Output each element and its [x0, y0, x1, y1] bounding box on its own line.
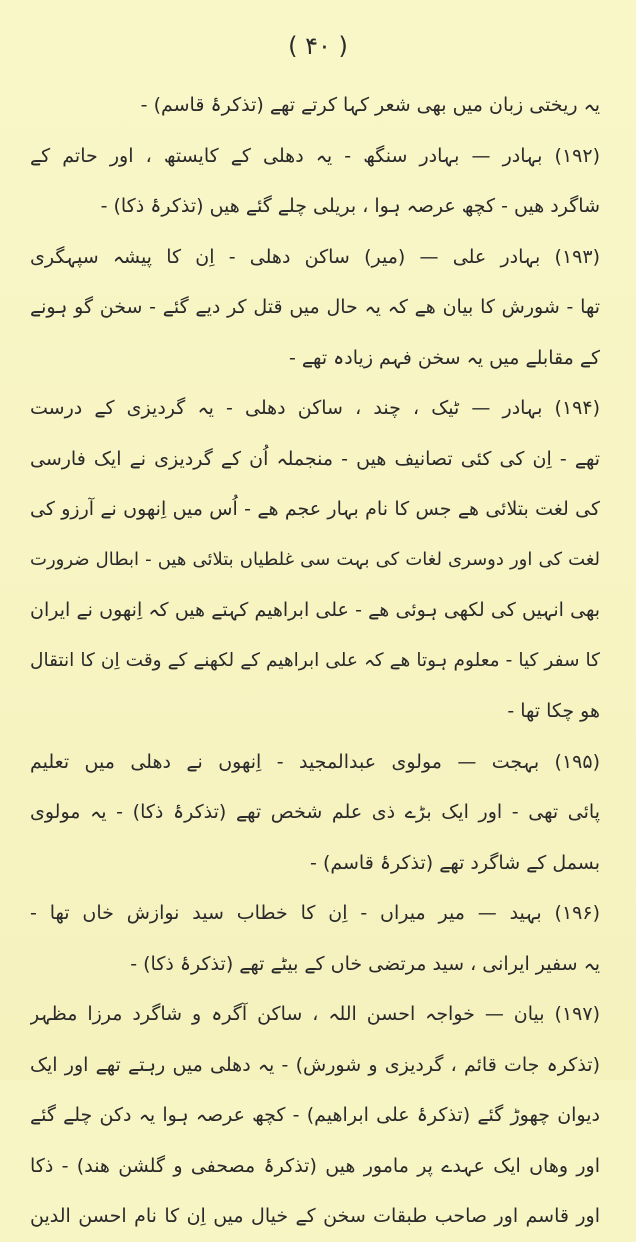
text-line: (۱۹۷) بیان — خواجہ احسن اللہ ، ساکن آگرہ و شاگرد مرزا مظہر — [30, 1003, 600, 1025]
text-line: بھی انہیں کی لکھی ہوئی ھے - علی ابراھیم کہتے ھیں کہ اِنھوں نے ایران — [30, 599, 600, 621]
text-line: یہ ریختی زبان میں بھی شعر کہا کرتے تھے (تذکرۂ قاسم) - — [140, 94, 600, 116]
text-line: اور وھاں ایک عہدے پر مامور ھیں (تذکرۂ مصحفی و گلشن ھند) - ذکا — [30, 1154, 600, 1177]
text-line: شاگرد ھیں - کچھ عرصہ ہوا ، بریلی چلے گئے ھیں (تذکرۂ ذکا) - — [100, 195, 600, 217]
text-line: (۱۹۲) بہادر — بہادر سنگھ - یہ دھلی کے کایستھ ، اور حاتم کے — [30, 144, 600, 167]
text-line: کی لغت بتلائی ھے جس کا نام بہار عجم ھے - اُس میں اِنھوں نے آرزو کی — [30, 498, 600, 520]
text-line: (۱۹۳) بہادر علی — (میر) ساکن دھلی - اِن کا پیشہ سپہگری — [30, 245, 600, 268]
text-line: کے مقابلے میں یہ سخن فہم زیادہ تھے - — [289, 346, 600, 369]
text-line: (۱۹۴) بہادر — ٹیک ، چند ، ساکن دھلی - یہ گردیزی کے درست — [30, 397, 600, 419]
text-line: پائی تھی - اور ایک بڑے ذی علم شخص تھے (تذکرۂ ذکا) - یہ مولوی — [30, 801, 600, 823]
page-number-text: ( ۴۰ ) — [288, 32, 348, 60]
text-line: ھو چکا تھا - — [507, 700, 600, 722]
text-line: کا سفر کیا - معلوم ہوتا ھے کہ علی ابراھیم کے لکھنے کے وقت اِن کا انتقال — [30, 649, 600, 671]
text-line: (۱۹۶) بہید — میر میراں - اِن کا خطاب سید نوازش خاں تھا - — [30, 902, 600, 924]
text-line: تھے - اِن کی کئی تصانیف ھیں - منجملہ اُن کے گردیزی نے ایک فارسی — [30, 447, 600, 470]
text-line: یہ سفیر ایرانی ، سید مرتضی خاں کے بیٹے تھے (تذکرۂ ذکا) - — [130, 952, 600, 975]
text-line: اور قاسم اور صاحب طبقات سخن کے خیال میں اِن کا نام احسن الدین — [30, 1205, 600, 1227]
text-line: (۱۹۵) بہجت — مولوی عبدالمجید - اِنھوں نے دھلی میں تعلیم — [30, 750, 600, 773]
text-line: تھا - شورش کا بیان ھے کہ یہ حال میں قتل کر دیے گئے - سخن گو ہونے — [30, 296, 600, 318]
text-line: دیوان چھوڑ گئے (تذکرۂ علی ابراھیم) - کچھ عرصہ ہوا یہ دکن چلے گئے — [30, 1104, 600, 1126]
text-line: بسمل کے شاگرد تھے (تذکرۂ قاسم) - — [310, 851, 600, 874]
page-number — [0, 32, 636, 60]
text-line: لغت کی اور دوسری لغات کی بہت سی غلطیاں بتلائی ھیں - ابطال ضرورت — [30, 548, 600, 570]
body-text — [30, 80, 600, 1242]
text-line: (تذکرہ جات قائم ، گردیزی و شورش) - یہ دھلی میں رہتے تھے اور ایک — [30, 1053, 600, 1076]
